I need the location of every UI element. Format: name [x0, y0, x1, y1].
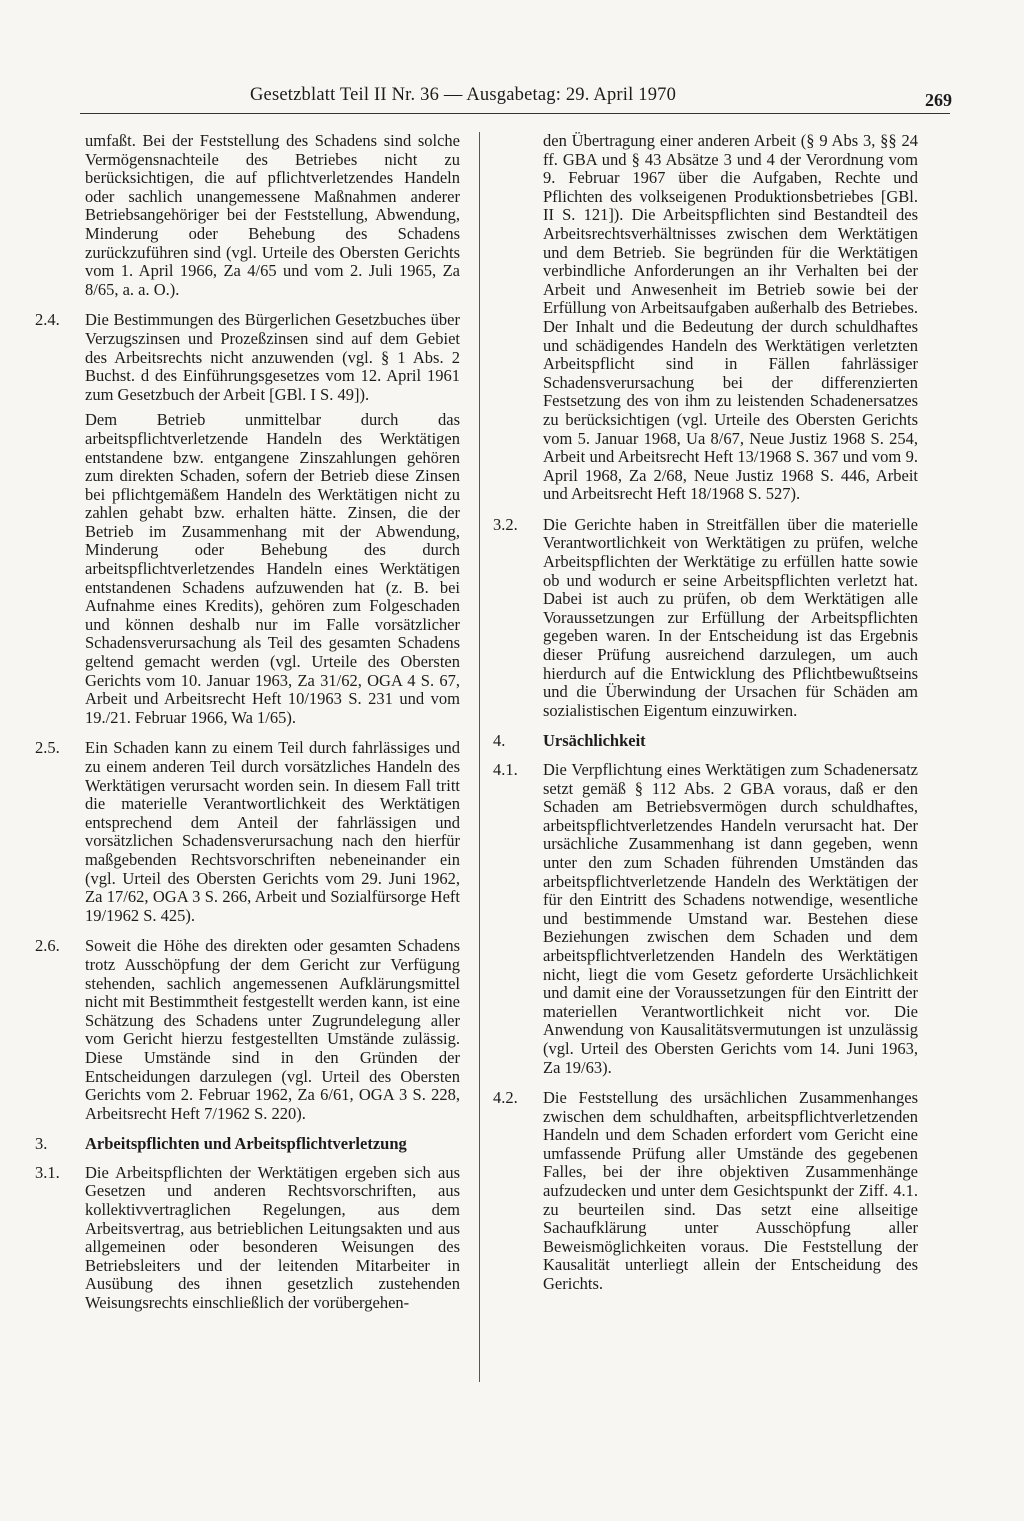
section-3-1 — [35, 1164, 460, 1313]
section-3-1-continuation — [493, 132, 918, 504]
section-4-heading — [493, 732, 918, 751]
paragraph: Die Bestimmungen des Bürgerlichen Gesetzbuches über Verzugszinsen und Prozeßzinsen sind auf dem Gebiet des Arbeitsrechts nicht anzuwenden (vgl. § 1 Abs. 2 Buchst. d des Einführungsgesetzes vom 12. April 1961 zum Gesetzbuch der Arbeit [GBl. I S. 49]). — [85, 310, 460, 404]
section-number: 4.1. — [493, 760, 518, 779]
paragraph: Die Gerichte haben in Streitfällen über die materielle Verantwortlichkeit von Werktätigen zu prüfen, welche Arbeitspflichten der Werktätige zu erfüllen hatte sowie ob und wodurch er seine Arbeitspflichten verletzt hat. Dabei ist auch zu prüfen, ob dem Werktätigen alle Voraussetzungen zur Erfüllung der Arbeitspflichten gegeben waren. In der Entscheidung ist das Ergebnis dieser Prüfung ausreichend darzulegen, um auch hierdurch auf die Entwicklung des Pflichtbewußtseins und die Überwindung der Ursachen für Schäden am sozialistischen Eigentum einzuwirken. — [543, 514, 918, 720]
paragraph: Soweit die Höhe des direkten oder gesamten Schadens trotz Ausschöpfung der dem Gericht zur Verfügung stehenden, sachlich angemessenen Aufklärungsmittel nicht mit Bestimmtheit festgestellt werden kann, ist eine Schätzung des Schadens unter Zugrundelegung aller vom Gericht hierzu festgestellten Umstände zulässig. Diese Umstände sind in den Gründen der Entscheidungen darzulegen (vgl. Urteil des Obersten Gerichts vom 2. Februar 1962, Za 6/61, OGA 3 S. 228, Arbeitsrecht Heft 7/1962 S. 220). — [85, 936, 460, 1123]
section-2-4 — [35, 311, 460, 727]
section-3-2 — [493, 516, 918, 721]
right-column — [493, 132, 918, 1306]
paragraph: Die Arbeitspflichten der Werktätigen ergeben sich aus Gesetzen und anderen Rechtsvorschriften, aus kollektivvertraglichen Regelungen, aus dem Arbeitsvertrag, aus betrieblichen Leitungsakten und aus allgemeinen oder besonderen Weisungen des Betriebsleiters und der leitenden Mitarbeiter in Ausübung des ihnen gesetzlich zustehenden Weisungsrechts einschließlich der vorübergehen- — [85, 1162, 460, 1313]
section-number: 3. — [35, 1134, 48, 1154]
paragraph: Ein Schaden kann zu einem Teil durch fahrlässiges und zu einem anderen Teil durch vorsätzliches Handeln des Werktätigen verursacht worden sein. In diesem Fall tritt die materielle Verantwortlichkeit des Werktätigen entsprechend dem Anteil der fahrlässigen und vorsätzlichen Schadensverursachung nach den hierfür maßgebenden Rechtsvorschriften nebeneinander ein (vgl. Urteil des Obersten Gerichts vom 29. Juni 1962, Za 17/62, OGA 3 S. 266, Arbeit und Sozialfürsorge Heft 19/1962 S. 425). — [85, 738, 460, 925]
section-2-6 — [35, 937, 460, 1123]
section-heading: Arbeitspflichten und Arbeitspflichtverletzung — [85, 1134, 407, 1154]
paragraph: den Übertragung einer anderen Arbeit (§ 9 Abs 3, §§ 24 ff. GBA und § 43 Absätze 3 und 4 der Verordnung vom 9. Februar 1967 über die Aufgaben, Rechte und Pflichten des volkseigenen Produktionsbetriebes [GBl. II S. 121]). Die Arbeitspflichten sind Bestandteil des Arbeitsrechtsverhältnisses zwischen dem Werktätigen und dem Betrieb. Sie begründen für die Werktätigen verbindliche Anforderungen an ihr Verhalten bei der Arbeit und Anwesenheit im Betrieb sowie bei der Erfüllung von Arbeitsaufgaben außerhalb des Betriebes. Der Inhalt und die Bedeutung der durch schuldhaftes und schädigendes Handeln des Werktätigen verletzten Arbeitspflicht sind in Fällen fahrlässiger Schadensverursachung bei der differenzierten Festsetzung des von ihm zu leistenden Schadenersatzes zu berücksichtigen (vgl. Urteile des Obersten Gerichts vom 5. Januar 1968, Ua 8/67, Neue Justiz 1968 S. 254, Arbeit und Arbeitsrecht Heft 13/1968 S. 367 und vom 9. April 1968, Za 2/68, Neue Justiz 1968 S. 446, Arbeit und Arbeitsrecht Heft 18/1968 S. 527). — [543, 131, 918, 504]
section-number: 4.2. — [493, 1088, 518, 1108]
section-3-heading — [35, 1135, 460, 1154]
paragraph: Die Feststellung des ursächlichen Zusammenhanges zwischen dem schuldhaften, arbeitspflichtverletzenden Handeln und dem Schaden erfordert vom Gericht eine umfassende Prüfung aller Umstände des gegebenen Falles, bei der ihre objektiven Zusammenhänge aufzudecken und unter dem Gesichtspunkt der Ziff. 4.1. zu beurteilen sind. Das setzt eine allseitige Sachaufklärung unter Ausschöpfung aller Beweismöglichkeiten voraus. Die Feststellung der Kausalität unterliegt allein der Entscheidung des Gerichts. — [543, 1088, 918, 1294]
section-number: 2.6. — [35, 936, 60, 956]
section-number: 2.5. — [35, 738, 60, 758]
paragraph: umfaßt. Bei der Feststellung des Schadens sind solche Vermögensnachteile des Betriebes nicht zu berücksichtigen, die auf pflichtverletzendes Handeln oder sachlich unangemessene Maßnahmen anderer Betriebsangehöriger bei der Feststellung, Abwendung, Minderung oder Behebung des Schadens zurückzuführen sind (vgl. Urteile des Obersten Gerichts vom 1. April 1966, Za 4/65 und vom 2. Juli 1965, Za 8/65, a. a. O.). — [85, 131, 460, 299]
section-4-2 — [493, 1089, 918, 1294]
section-number: 3.1. — [35, 1162, 60, 1182]
left-column — [35, 132, 460, 1325]
paragraph: Die Verpflichtung eines Werktätigen zum Schadenersatz setzt gemäß § 112 Abs. 2 GBA voraus, daß er den Schaden am Betriebsvermögen durch schuldhaftes, arbeitspflichtverletzendes Handeln verursacht hat. Der ursächliche Zusammenhang ist dann gegeben, wenn unter den zum Schaden führenden Umständen das arbeitspflichtverletzende Handeln des Werktätigen der für den Eintritt des Schadens notwendige, wesentliche und bestimmende Umstand war. Bestehen diese Beziehungen zwischen dem Schaden und dem arbeitspflichtverletzenden Handeln des Werktätigen nicht, liegt die vom Gesetz geforderte Ursächlichkeit und damit eine der Voraussetzungen für den Eintritt der materiellen Verantwortlichkeit nicht vor. Die Anwendung von Kausalitätsvermutungen ist unzulässig (vgl. Urteil des Obersten Gerichts vom 14. Juni 1963, Za 19/63). — [543, 760, 918, 1077]
section-number: 4. — [493, 731, 506, 751]
paragraph: Dem Betrieb unmittelbar durch das arbeitspflichtverletzende Handeln des Werktätigen entstandene bzw. entgangene Zinszahlungen gehören zum direkten Schaden, sofern der Betrieb diese Zinsen bei pflichtgemäßem Handeln des Werktätigen nicht zu zahlen gehabt bzw. erhalten hätte. Zinsen, die der Betrieb im Zusammenhang mit der Abwendung, Minderung oder Behebung des durch arbeitspflichtverletzendes Handeln eines Werktätigen entstandenen Schadens aufzuwenden hat (z. B. bei Aufnahme eines Kredits), gehören zum Folgeschaden und können deshalb nur im Falle vorsätzlicher Schadensverursachung als Teil des gesamten Schadens geltend gemacht werden (vgl. Urteile des Obersten Gerichts vom 10. Januar 1963, Za 31/62, OGA 4 S. 67, Arbeit und Arbeitsrecht Heft 10/1963 S. 231 und vom 19./21. Februar 1966, Wa 1/65). — [85, 410, 460, 727]
section-heading: Ursächlichkeit — [543, 731, 646, 751]
page-header — [80, 85, 950, 114]
header-title: Gesetzblatt Teil II Nr. 36 — Ausgabetag: 29. April 1970 — [250, 85, 677, 105]
section-number: 2.4. — [35, 310, 60, 330]
section-2-3-continuation — [35, 132, 460, 299]
section-number: 3.2. — [493, 514, 518, 534]
section-4-1 — [493, 761, 918, 1077]
section-2-5 — [35, 739, 460, 925]
column-divider — [479, 132, 480, 1382]
page-number: 269 — [925, 90, 952, 110]
